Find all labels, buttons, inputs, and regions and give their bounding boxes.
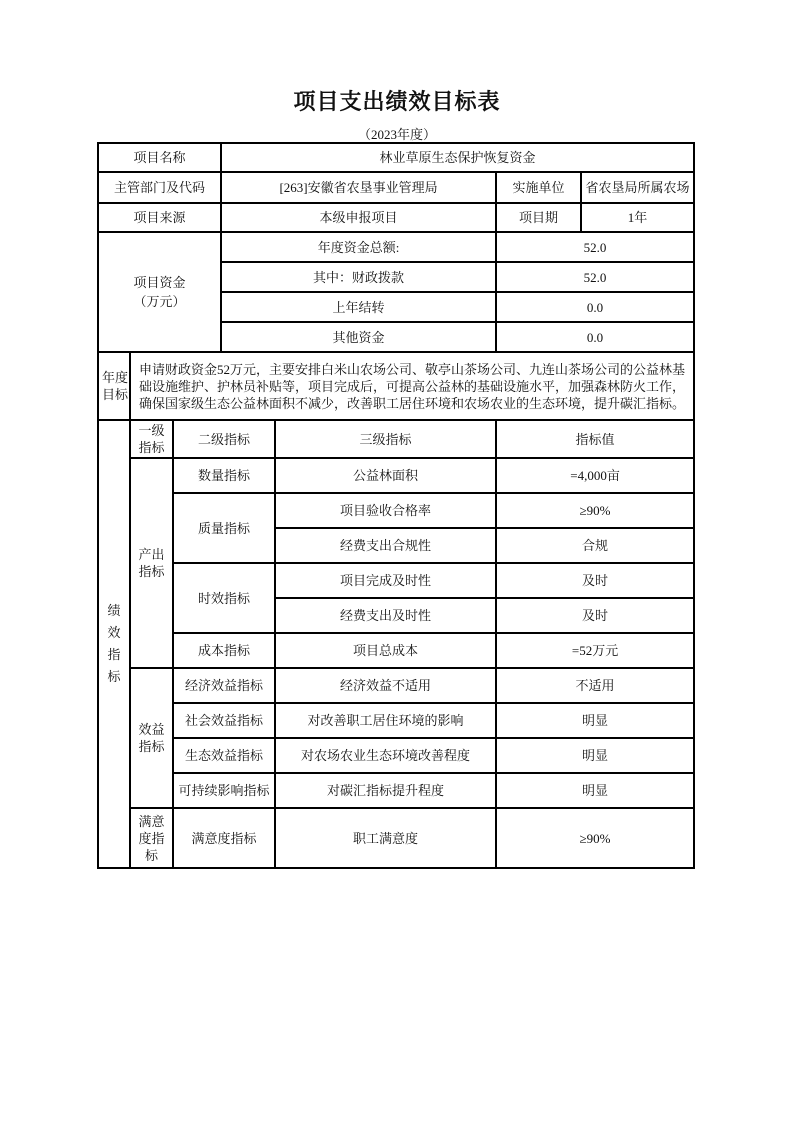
item-name: 经费支出及时性	[275, 598, 496, 633]
indicator-row	[98, 493, 694, 528]
indicator-row	[98, 458, 694, 493]
sub-label: 满意度指标	[173, 808, 275, 868]
department-value: [263]安徽省农垦事业管理局	[221, 172, 496, 203]
header-level2: 二级指标	[173, 420, 275, 458]
item-name: 对碳汇指标提升程度	[275, 773, 496, 808]
item-name: 项目总成本	[275, 633, 496, 668]
indicator-row	[98, 668, 694, 703]
group-label-satisfaction	[130, 808, 173, 868]
funds-total-label: 年度资金总额:	[221, 232, 496, 262]
item-value: ≥90%	[496, 808, 694, 868]
sub-label: 生态效益指标	[173, 738, 275, 773]
funds-other-value: 0.0	[496, 322, 694, 352]
funds-label	[98, 232, 221, 352]
header-level3: 三级指标	[275, 420, 496, 458]
item-name: 对改善职工居住环境的影响	[275, 703, 496, 738]
item-name: 公益林面积	[275, 458, 496, 493]
item-value: 明显	[496, 703, 694, 738]
group-label-output	[130, 458, 173, 668]
indicators-side-label-text: 绩效指标	[107, 603, 121, 684]
item-value: 合规	[496, 528, 694, 563]
annual-goal-label	[98, 352, 130, 420]
source-row	[98, 203, 694, 232]
annual-goal-label-text: 年度目标	[101, 370, 128, 402]
indicators-header-row	[98, 420, 694, 458]
performance-target-table	[97, 142, 695, 869]
indicator-row	[98, 703, 694, 738]
indicators-side-label	[98, 420, 130, 868]
header-value: 指标值	[496, 420, 694, 458]
source-value: 本级申报项目	[221, 203, 496, 232]
item-name: 项目验收合格率	[275, 493, 496, 528]
funds-row	[98, 232, 694, 262]
item-value: 及时	[496, 563, 694, 598]
item-name: 项目完成及时性	[275, 563, 496, 598]
source-label: 项目来源	[98, 203, 221, 232]
header-level1-text: 一级指标	[138, 423, 165, 455]
page-subtitle: （2023年度）	[357, 127, 436, 142]
period-label: 项目期	[496, 203, 581, 232]
item-name: 职工满意度	[275, 808, 496, 868]
indicator-row	[98, 773, 694, 808]
sub-label: 可持续影响指标	[173, 773, 275, 808]
department-label: 主管部门及代码	[98, 172, 221, 203]
item-value: 不适用	[496, 668, 694, 703]
sub-label: 时效指标	[173, 563, 275, 633]
item-name: 对农场农业生态环境改善程度	[275, 738, 496, 773]
funds-total-value: 52.0	[496, 232, 694, 262]
indicator-row	[98, 633, 694, 668]
group-label-text: 满意度指标	[138, 813, 165, 863]
funds-other-label: 其他资金	[221, 322, 496, 352]
project-name-row	[98, 143, 694, 172]
group-label-benefit	[130, 668, 173, 808]
item-value: 明显	[496, 738, 694, 773]
department-row	[98, 172, 694, 203]
sub-label: 数量指标	[173, 458, 275, 493]
project-name-value: 林业草原生态保护恢复资金	[221, 143, 694, 172]
item-value: 明显	[496, 773, 694, 808]
item-name: 经济效益不适用	[275, 668, 496, 703]
group-label-text: 效益指标	[138, 722, 165, 754]
item-value: =52万元	[496, 633, 694, 668]
item-value: 及时	[496, 598, 694, 633]
indicator-row	[98, 738, 694, 773]
funds-carryover-value: 0.0	[496, 292, 694, 322]
sub-label: 质量指标	[173, 493, 275, 563]
sub-label: 经济效益指标	[173, 668, 275, 703]
annual-goal-row	[98, 352, 694, 420]
unit-label: 实施单位	[496, 172, 581, 203]
indicator-row	[98, 563, 694, 598]
funds-fiscal-label: 其中：财政拨款	[221, 262, 496, 292]
project-name-label: 项目名称	[98, 143, 221, 172]
header-level1	[130, 420, 173, 458]
group-label-text: 产出指标	[138, 547, 165, 579]
funds-label-text: 项目资金（万元）	[133, 275, 186, 309]
sub-label: 成本指标	[173, 633, 275, 668]
unit-value: 省农垦局所属农场	[581, 172, 694, 203]
item-name: 经费支出合规性	[275, 528, 496, 563]
page-title: 项目支出绩效目标表	[293, 89, 501, 114]
item-value: =4,000亩	[496, 458, 694, 493]
annual-goal-text: 申请财政资金52万元，主要安排白米山农场公司、敬亭山茶场公司、九连山茶场公司的公益林基础设施维护、护林员补贴等，项目完成后，可提高公益林的基础设施水平，加强森林防火工作，确保国家级生态公益林面积不减少，改善职工居住环境和农场农业的生态环境，提升碳汇指标。	[130, 352, 694, 420]
indicator-row	[98, 808, 694, 868]
item-value: ≥90%	[496, 493, 694, 528]
sub-label: 社会效益指标	[173, 703, 275, 738]
funds-fiscal-value: 52.0	[496, 262, 694, 292]
funds-carryover-label: 上年结转	[221, 292, 496, 322]
period-value: 1年	[581, 203, 694, 232]
